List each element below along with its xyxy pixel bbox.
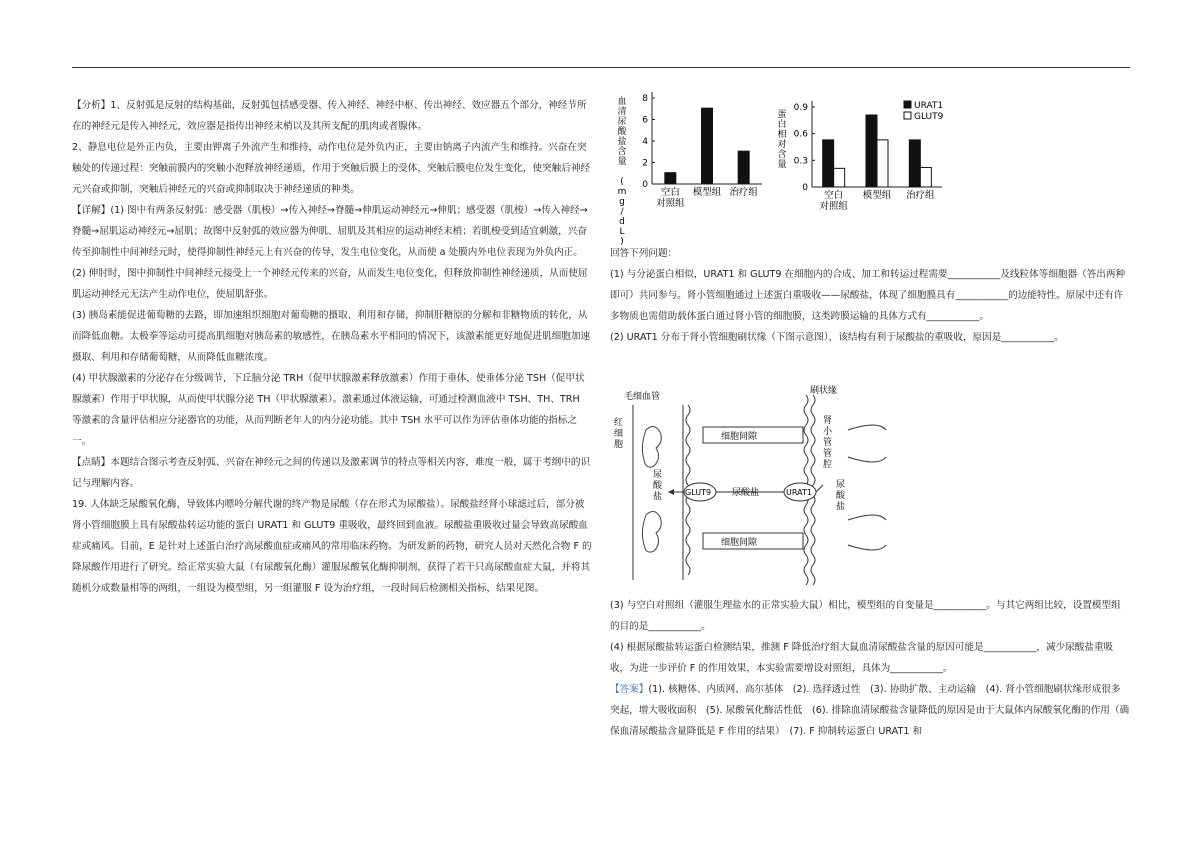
- legend-label: GLUT9: [914, 112, 944, 122]
- category-label: 对照组: [656, 198, 685, 209]
- answer-paragraph: [610, 679, 1130, 742]
- brush-border-label: 刷状缘: [810, 386, 838, 396]
- comment-paragraph: 【点睛】本题结合图示考查反射弧、兴奋在神经元之间的传递以及激素调节的特点等相关内容，难度一般，属于考纲中的识记与理解内容。: [72, 457, 591, 489]
- question-3: (3) 与空白对照组（灌服生理盐水的正常实验大鼠）相比，模型组的自变量是___________。与其它两组比较，设置模型组的目的是___________。: [610, 600, 1121, 632]
- bar-urat1: [909, 140, 920, 187]
- category-label: 治疗组: [906, 190, 935, 201]
- bar: [664, 172, 676, 184]
- y-tick-label: 0: [802, 183, 808, 193]
- detail-paragraph-4: (4) 甲状腺激素的分泌存在分级调节，下丘脑分泌 TRH（促甲状腺激素释放激素）作用于垂体，使垂体分泌 TSH（促甲状腺激素）作用于甲状腺，从而使甲状腺分泌 TH（甲状腺激素）。激素通过体液运输，可通过检测血液中 TSH、TH、TRH 等激素的含量评估相应分泌器官的功能，从而判断老年人的内分泌功能。其中 TSH 水平可以作为评估垂体功能的指标之一。: [72, 373, 585, 447]
- right-column-lower: [610, 595, 1130, 742]
- right-column: [610, 243, 1130, 348]
- answer-tag: 【答案】: [610, 684, 649, 695]
- header-rule: [72, 67, 1130, 68]
- rbc-label: 红细胞: [614, 418, 624, 450]
- bar-glut9: [834, 168, 845, 187]
- question-4: (4) 根据尿酸盐转运蛋白检测结果，推测 F 降低治疗组大鼠血清尿酸盐含量的原因可能是___________，减少尿酸盐重吸收，为进一步评价 F 的作用效果，本实验需要增设对照组，具体为___________。: [610, 642, 1114, 674]
- legend-label: URAT1: [914, 101, 944, 111]
- question-intro: 回答下列问题：: [610, 248, 678, 259]
- y-tick-label: 2: [642, 158, 648, 169]
- bar-glut9: [877, 140, 888, 187]
- analysis-paragraph-2: 2、静息电位是外正内负，主要由钾离子外流产生和维持，动作电位是外负内正，主要由钠离子内流产生和维持。兴奋在突触处的传递过程：突触前膜内的突触小泡释放神经递质，作用于突触后膜上的受体，突触后膜电位发生变化，使突触后神经元兴奋或抑制，突触后神经元的兴奋或抑制取决于神经递质的种类。: [72, 142, 591, 195]
- y-tick-label: 8: [642, 94, 648, 104]
- bar: [701, 108, 713, 184]
- urate-left-label: 尿酸盐: [653, 470, 663, 502]
- tubule-label: 肾小管管腔: [823, 416, 833, 470]
- bar-urat1: [823, 140, 834, 187]
- category-label: 治疗组: [729, 187, 758, 198]
- category-label: 模型组: [692, 187, 722, 198]
- analysis-paragraph: 【分析】1、反射弧是反射的结构基础，反射弧包括感受器、传入神经、神经中枢、传出神经、效应器五个部分，神经节所在的神经元是传入神经元，效应器是指传出神经末梢以及其所支配的肌肉或者腺体。: [72, 100, 587, 132]
- category-label: 对照组: [819, 201, 848, 212]
- category-label: 空白: [660, 187, 680, 198]
- y-tick-label: 4: [642, 137, 648, 147]
- brush-border-diagram: [608, 385, 898, 585]
- urate-mid-label: 尿酸盐: [732, 488, 760, 498]
- question-1: (1) 与分泌蛋白相似，URAT1 和 GLUT9 在细胞内的合成、加工和转运过程需要___________及线粒体等细胞器（答出两种即可）共同参与。肾小管细胞通过上述蛋白重吸收——尿酸盐，体现了细胞膜具有___________的边能特性。原尿中还有许多物质也需借助载体蛋白通过肾小管的细胞膜，这类跨膜运输的具体方式有___________。: [610, 269, 1126, 322]
- y-axis-label: 蛋白相对含量: [777, 110, 787, 170]
- question-19-stem: 19. 人体缺乏尿酸氧化酶，导致体内嘌呤分解代谢的终产物是尿酸（存在形式为尿酸盐）。尿酸盐经肾小球滤过后，部分被肾小管细胞膜上具有尿酸盐转运功能的蛋白 URAT1 和 GLUT9 重吸收，最终回到血液。尿酸盐重吸收过量会导致高尿酸血症或痛风。目前，E 是针对上述蛋白治疗高尿酸血症或痛风的常用临床药物。为研发新的药物，研究人员对天然化合物 F 的降尿酸作用进行了研究。给正常实验大鼠（有尿酸氧化酶）灌服尿酸氧化酶抑制剂，获得了若干只高尿酸血症大鼠，并将其随机分成数量相等的两组，一组设为模型组，另一组灌服 F 设为治疗组，一段时间后检测相关指标，结果见图。: [72, 499, 592, 594]
- y-axis-label: 血清尿酸盐含量 ( m g / d L ): [617, 97, 627, 247]
- urat1-label: URAT1: [786, 488, 812, 497]
- serum-urate-chart: [612, 92, 772, 247]
- protein-content-chart: [772, 97, 962, 217]
- legend-swatch: [904, 112, 911, 119]
- category-label: 空白: [824, 190, 844, 201]
- left-column: [72, 95, 592, 599]
- detail-paragraph-3: (3) 胰岛素能促进葡萄糖的去路，即加速组织细胞对葡萄糖的摄取、利用和存储，抑制肝糖原的分解和非糖物质的转化，从而降低血糖。太极拳等运动可提高肌细胞对胰岛素的敏感性，在胰岛素水平相同的情况下，该激素能更好地促进肌细胞加速摄取、利用和存储葡萄糖，从而降低血糖浓度。: [72, 310, 591, 363]
- y-tick-label: 0.9: [793, 103, 808, 113]
- y-tick-label: 0.6: [793, 129, 808, 140]
- glut9-label: GLUT9: [685, 488, 712, 497]
- y-tick-label: 6: [642, 115, 648, 126]
- bar-glut9: [920, 167, 931, 187]
- urate-right-label: 尿酸盐: [836, 480, 846, 512]
- y-tick-label: 0: [642, 180, 648, 190]
- detail-paragraph: 【详解】(1) 图中有两条反射弧：感受器（肌梭）→传入神经→脊髓→伸肌运动神经元→伸肌；感受器（肌梭）→传入神经→脊髓→屈肌运动神经元→屈肌；故图中反射弧的效应器为伸肌、屈肌及其相应的运动神经末梢；若肌梭受到适宜刺激，兴奋传至抑制性中间神经元时，使得抑制性神经元上有兴奋的传导，发生电位变化，从而使 a 处膜内外电位表现为外负内正。: [72, 205, 588, 258]
- answer-text: (1). 核糖体、内质网、高尔基体 (2). 选择透过性 (3). 协助扩散、主动运输 (4). 肾小管细胞刷状缘形成很多突起，增大吸收面积 (5). 尿酸氧化酶活性低 (6). 排除血清尿酸盐含量降低的原因是由于大鼠体内尿酸氧化酶的作用（确保血清尿酸盐含量降低是 F 作用的结果） (7). F 抑制转运蛋白 URAT1 和: [610, 684, 1130, 737]
- category-label: 模型组: [862, 190, 892, 201]
- bar-urat1: [866, 115, 877, 187]
- legend-swatch: [904, 101, 911, 108]
- cell-gap-bottom-label: 细胞间隙: [721, 538, 758, 548]
- capillary-label: 毛细血管: [624, 392, 661, 402]
- cell-gap-top-label: 细胞间隙: [721, 432, 758, 442]
- bar: [738, 151, 750, 184]
- y-tick-label: 0.3: [793, 156, 808, 167]
- question-2: (2) URAT1 分布于肾小管细胞刷状缘（下图示意图），该结构有利于尿酸盐的重吸收，原因是___________。: [610, 332, 1064, 343]
- detail-paragraph-2: (2) 伸肘时，图中抑制性中间神经元接受上一个神经元传来的兴奋，从而发生电位变化，但释放抑制性神经递质，从而使屈肌运动神经元无法产生动作电位，使屈肌舒张。: [72, 268, 588, 300]
